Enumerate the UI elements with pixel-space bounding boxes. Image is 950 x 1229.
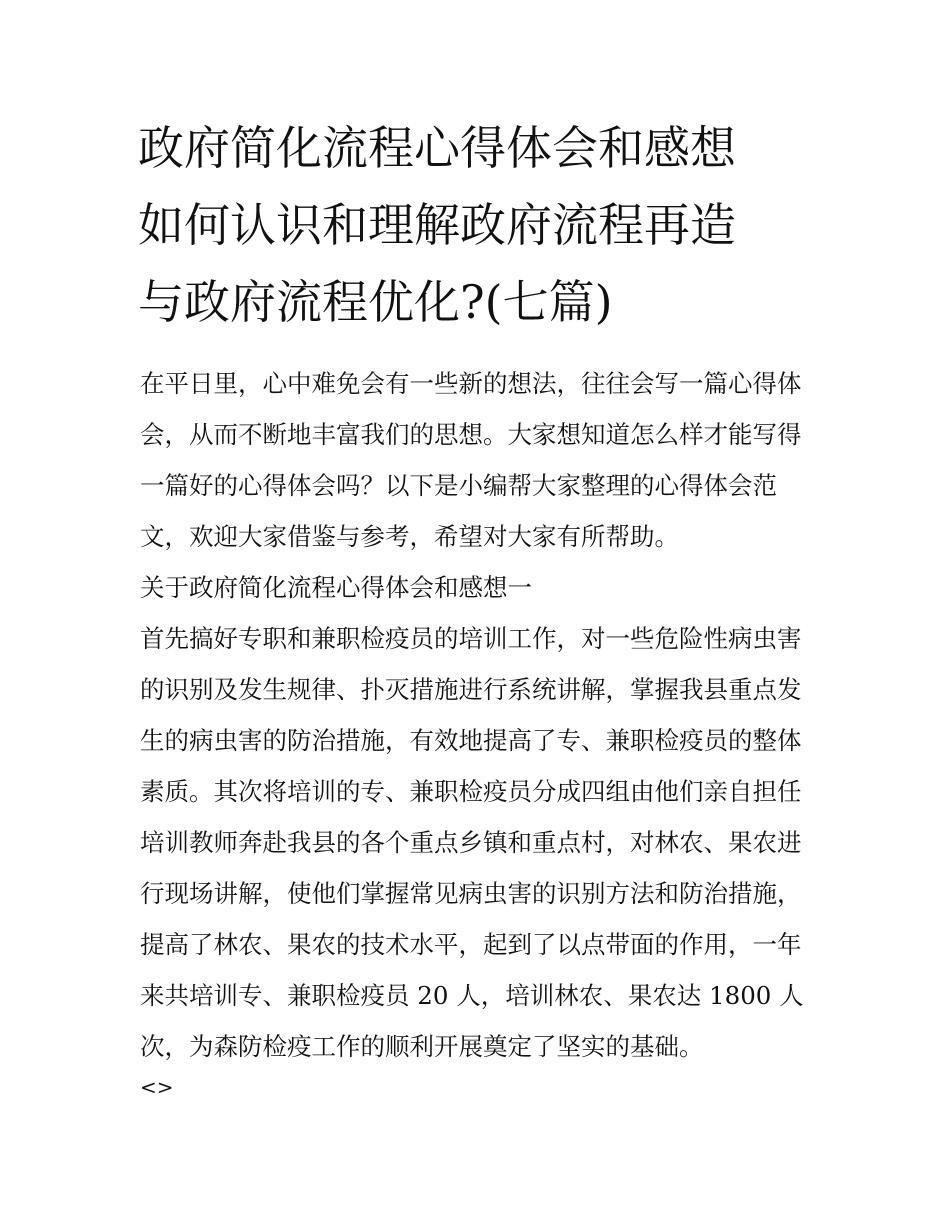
section-line-4: 素质。其次将培训的专、兼职检疫员分成四组由他们亲自担任 (140, 777, 802, 806)
section-line-7: 提高了林农、果农的技术水平，起到了以点带面的作用，一年 (140, 930, 802, 959)
section-line-3: 生的病虫害的防治措施，有效地提高了专、兼职检疫员的整体 (140, 726, 802, 755)
section-line-8: 来共培训专、兼职检疫员 20 人，培训林农、果农达 1800 人 (140, 981, 804, 1010)
intro-line-1: 在平日里，心中难免会有一些新的想法，往往会写一篇心得体 (140, 369, 802, 398)
section-line-5: 培训教师奔赴我县的各个重点乡镇和重点村，对林农、果农进 (140, 828, 802, 857)
section-line-6: 行现场讲解，使他们掌握常见病虫害的识别方法和防治措施， (140, 879, 802, 908)
nav-link-mark[interactable]: <> (140, 1075, 174, 1099)
title-line-1: 政府简化流程心得体会和感想 (138, 121, 736, 175)
section-line-1: 首先搞好专职和兼职检疫员的培训工作，对一些危险性病虫害 (140, 624, 802, 653)
document-body (140, 358, 820, 1102)
title-line-2: 如何认识和理解政府流程再造 (138, 198, 736, 252)
intro-line-4: 文，欢迎大家借鉴与参考，希望对大家有所帮助。 (140, 522, 679, 551)
intro-line-2: 会，从而不断地丰富我们的思想。大家想知道怎么样才能写得 (140, 420, 802, 449)
intro-line-3: 一篇好的心得体会吗？以下是小编帮大家整理的心得体会范 (140, 471, 777, 500)
section-heading: 关于政府简化流程心得体会和感想一 (140, 573, 532, 602)
section-line-2: 的识别及发生规律、扑灭措施进行系统讲解，掌握我县重点发 (140, 675, 802, 704)
title-line-3: 与政府流程优化?(七篇) (138, 275, 613, 329)
section-line-9: 次，为森防检疫工作的顺利开展奠定了坚实的基础。 (140, 1032, 704, 1061)
document-title (138, 110, 818, 341)
